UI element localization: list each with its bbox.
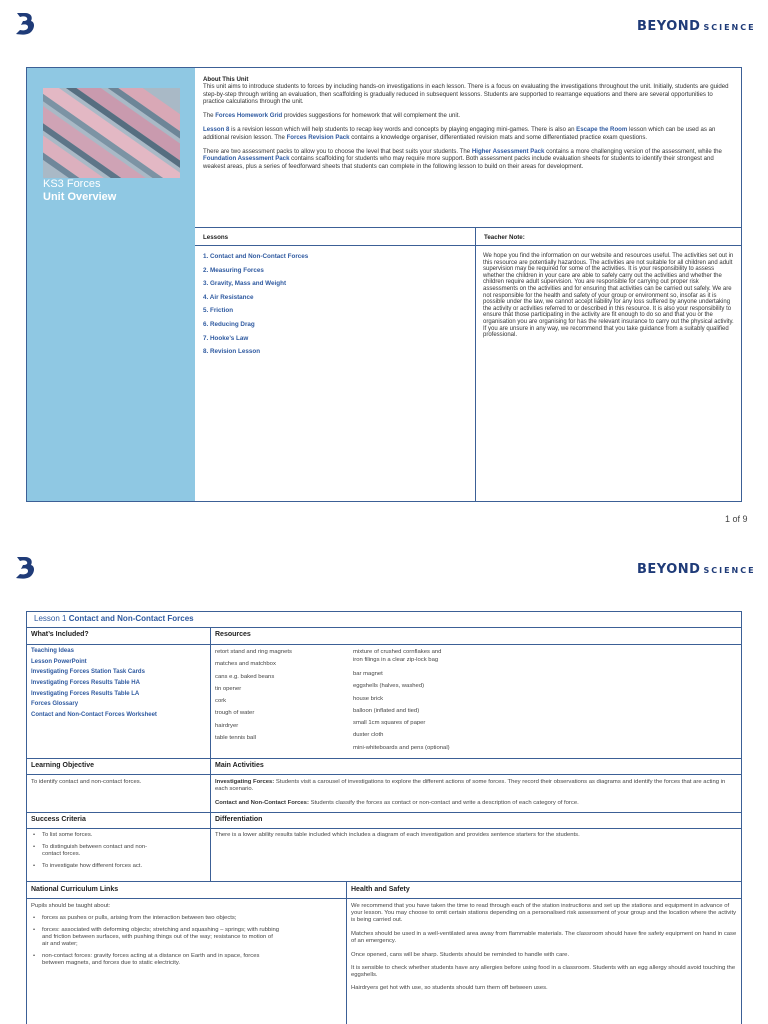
resource-item: mini-whiteboards and pens (optional) (353, 744, 450, 751)
curriculum-item: • forces as pushes or pulls, arising from the interaction between two objects; (31, 915, 281, 922)
activity-contact-forces (215, 800, 735, 807)
curriculum-links-header: National Curriculum Links (31, 886, 119, 893)
resource-item: small 1cm squares of paper (353, 720, 426, 727)
lesson-link[interactable]: 4. Air Resistance (203, 293, 254, 301)
cover-image (43, 88, 180, 178)
cover-sidebar (27, 68, 195, 501)
text-span: is a revision lesson which will help students to recap key words and concepts by playing engaging mini-games. There is also an (229, 126, 577, 134)
unit-title: Unit Overview (43, 191, 117, 203)
row-divider (26, 627, 742, 628)
lesson-link[interactable]: 3. Gravity, Mass and Weight (203, 280, 287, 288)
row-divider (26, 898, 742, 899)
page-number: 1 of 9 (725, 514, 748, 524)
revision-paragraph (203, 126, 733, 141)
lesson-link[interactable]: 8. Revision Lesson (203, 348, 261, 356)
brand-suffix: SCIENCE (703, 23, 756, 32)
health-safety-para: Hairdryers get hot with use, so students should turn them off between uses. (351, 985, 548, 991)
about-section (203, 76, 733, 177)
text-span: lesson which can be used as an additional revision lesson. The (203, 126, 716, 141)
resource-item: duster cloth (353, 732, 384, 739)
brand-suffix: SCIENCE (703, 566, 756, 575)
resource-item: tin opener (215, 685, 242, 692)
resources-header: Resources (215, 631, 251, 638)
text-span: There are two assessment packs to allow you to choose the level that best suits your students. The (203, 148, 472, 156)
included-resource-link[interactable]: Teaching Ideas (31, 648, 74, 654)
lesson-number: Lesson 1 (34, 614, 69, 623)
resource-item: mixture of crushed cornflakes and (353, 649, 442, 655)
teacher-note-header: Teacher Note: (475, 227, 741, 246)
row-divider (26, 881, 742, 882)
beyond-logo-icon (14, 12, 36, 36)
resources-list-1 (215, 649, 292, 747)
lesson-link[interactable]: 6. Reducing Drag (203, 320, 255, 328)
activity-label: Investigating Forces: (215, 779, 275, 785)
resource-item: hairdryer (215, 722, 239, 729)
learning-objective-header: Learning Objective (31, 762, 95, 769)
resource-item: table tennis ball (215, 735, 256, 742)
included-resource-link[interactable]: Investigating Forces Station Task Cards (31, 669, 145, 676)
main-activities-header: Main Activities (215, 762, 264, 769)
success-criterion: • To investigate how different forces act. (31, 863, 151, 870)
column-divider (475, 246, 476, 501)
text-span: contains a knowledge organiser, differentiated revision mats and some differentiated practice exam questions. (349, 133, 648, 141)
homework-paragraph (203, 112, 733, 119)
curriculum-intro: Pupils should be taught about: (31, 903, 111, 909)
brand-name: BEYOND (637, 19, 701, 34)
row-divider (26, 828, 742, 829)
brand-name: BEYOND (637, 562, 701, 577)
lessons-header: Lessons (195, 227, 475, 246)
row-divider (26, 774, 742, 775)
learning-objective-text: To identify contact and non-contact forces. (31, 779, 142, 785)
text-span: provides suggestions for homework that will complement the unit. (282, 112, 461, 120)
lesson-link[interactable]: 7. Hooke’s Law (203, 334, 249, 342)
curriculum-item: • forces: associated with deforming objects; stretching and squashing – springs; with rubbing and friction between surfaces, with pushing things out of the way; resistance to motion of air and water; (31, 927, 281, 949)
text-span: The (203, 112, 216, 120)
differentiation-header: Differentiation (215, 816, 263, 823)
resource-item: cans e.g. baked beans (215, 673, 275, 680)
column-divider (210, 627, 211, 881)
success-criteria-header: Success Criteria (31, 816, 86, 823)
health-safety-header: Health and Safety (351, 886, 410, 893)
resource-item: house brick (353, 695, 384, 702)
resource-item: trough of water (215, 710, 255, 717)
included-resource-link[interactable]: Contact and Non-Contact Forces Worksheet (31, 712, 157, 719)
resource-item: matches and matchbox (215, 661, 276, 668)
row-divider (26, 644, 742, 645)
success-criterion: • To list some forces. (31, 832, 151, 839)
resource-item: balloon (inflated and tied) (353, 707, 420, 714)
health-safety-para: It is sensible to check whether students have any allergies before using food in a classroom. Students with an egg allergy should avoid touching the eggshells. (351, 965, 736, 978)
text-span: contains scaffolding for students who may require more support. Both assessment packs include evaluation sheets for students to identify their strongest and weakest areas, plus a series of feedforward sheets that students can complete in the following lesson to build on their areas for development. (203, 155, 714, 170)
success-criteria-list (31, 832, 151, 875)
unit-subtitle: KS3 Forces (43, 178, 101, 190)
revision-pack-link[interactable]: Forces Revision Pack (286, 133, 350, 141)
brand-logo-text (637, 558, 756, 577)
lesson8-link[interactable]: Lesson 8 (203, 126, 230, 134)
resource-item: cork (215, 698, 227, 705)
lesson-link[interactable]: 5. Friction (203, 307, 234, 315)
homework-grid-link[interactable]: Forces Homework Grid (215, 112, 283, 120)
curriculum-item: • non-contact forces: gravity forces acting at a distance on Earth and in space, forces between magnets, and forces due to static electricity. (31, 953, 281, 967)
included-resource-link[interactable]: Investigating Forces Results Table HA (31, 680, 140, 687)
lesson-link[interactable]: 1. Contact and Non-Contact Forces (203, 253, 309, 260)
resource-item-continued: iron filings in a clear zip-lock bag (353, 657, 439, 663)
included-list (31, 648, 157, 723)
resource-item: bar magnet (353, 671, 383, 677)
activity-text: Students classify the forces as contact or non-contact and write a description of each category of force. (308, 800, 579, 806)
lesson-link[interactable]: 2. Measuring Forces (203, 266, 264, 274)
unit-overview-panel (26, 67, 742, 502)
lesson-title (34, 614, 194, 623)
included-resource-link[interactable]: Investigating Forces Results Table LA (31, 690, 140, 697)
activity-text: Students visit a carousel of investigations to explore the different actions of some forces. They record their observations as diagrams and identify the forces that are acting in each scenario. (215, 779, 726, 792)
teacher-note-text: We hope you find the information on our website and resources useful. The activities set out in this resource are potentially hazardous. The activities are not suitable for all children and adult supervision may be required for some of the activities. It is your responsibility to assess whether the children in your care are able to safely carry out the activities and whether the children require adult supervision. You are responsible for carrying out proper risk assessments on the activities and for ensuring that activities can be carried out safely. We are not responsible for the health and safety of your group or environment so, insofar as it is possible under the law, we cannot accept liability for any loss suffered by anyone undertaking the activity or activities referred to or described in this resource. It is also your responsibility to ensure that those participating in the activity are fit enough to do so and that you or the organisation you are organising for has the relevant insurance to carry out the physical activity. If you are unsure in any way, we recommend that you take guidance from a suitably qualified professional. (483, 253, 734, 339)
included-resource-link[interactable]: Lesson PowerPoint (31, 658, 87, 665)
row-divider (26, 758, 742, 759)
activity-label: Contact and Non-Contact Forces: (215, 800, 309, 806)
lesson-name: Contact and Non-Contact Forces (68, 614, 194, 623)
beyond-logo-icon (14, 556, 36, 580)
column-divider (346, 881, 347, 1024)
health-safety-para: We recommend that you have taken the time to read through each of the station instructions and set up the stations and equipment in advance of your lesson. You may choose to omit certain stations depending on a personalised risk assessment of your group and the location where the activity is being carried out. (351, 903, 737, 923)
activity-investigating-forces (215, 779, 735, 793)
lessons-list (203, 253, 308, 362)
health-safety-para: Once opened, cans will be sharp. Students should be reminded to handle with care. (351, 952, 570, 958)
curriculum-list (31, 915, 281, 972)
success-criterion: • To distinguish between contact and non-contact forces. (31, 844, 151, 858)
resource-item: eggshells (halves, washed) (353, 683, 425, 690)
assessment-paragraph (203, 148, 733, 170)
included-resource-link[interactable]: Forces Glossary (31, 701, 79, 708)
brand-logo-text (637, 15, 756, 34)
resources-list-2 (353, 671, 450, 757)
about-paragraph: This unit aims to introduce students to forces by including hands-on investigations in each lesson. There is a focus on evaluating the investigations throughout the unit. Initially, students are guided step-by-step through writing an evaluation, then scaffolding is gradually reduced in subsequent lessons. Students are supported to rearrange equations and there are several opportunities to practice calculations through the unit. (203, 83, 729, 105)
row-divider (26, 812, 742, 813)
foundation-assessment-link[interactable]: Foundation Assessment Pack (203, 155, 290, 163)
whats-included-header: What’s Included? (31, 631, 89, 638)
health-safety-para: Matches should be used in a well-ventilated area away from flammable materials. The classroom should have fire safety equipment on hand in case of an emergency. (351, 931, 737, 944)
text-span: contains a more challenging version of the assessment, while the (544, 148, 722, 156)
about-heading: About This Unit (203, 76, 249, 83)
higher-assessment-link[interactable]: Higher Assessment Pack (471, 148, 545, 156)
differentiation-text: There is a lower ability results table included which includes a diagram of each investigation and provides sentence starters for the students. (215, 832, 580, 838)
escape-room-link[interactable]: Escape the Room (576, 126, 628, 134)
resource-item: retort stand and ring magnets (215, 649, 292, 655)
